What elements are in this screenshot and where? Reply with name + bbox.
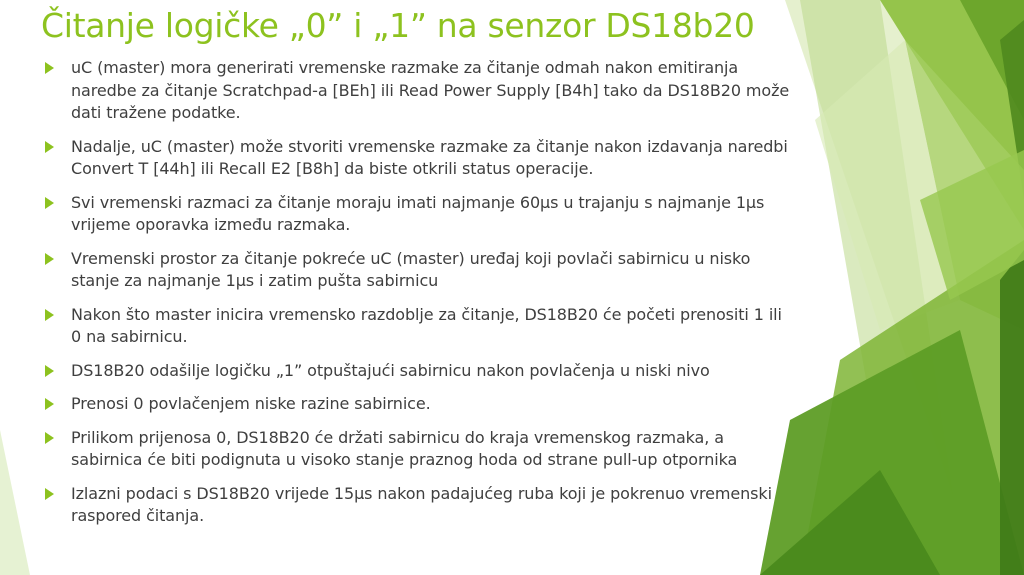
green-triangle-bullet-icon xyxy=(45,432,54,444)
green-triangle-bullet-icon xyxy=(45,197,54,209)
bullet-item xyxy=(45,192,795,237)
green-triangle-bullet-icon xyxy=(45,488,54,500)
bullet-text: Izlazni podaci s DS18B20 vrijede 15μs nakon padajućeg ruba koji je pokrenuo vremenski raspored čitanja. xyxy=(71,483,772,525)
slide-title: Čitanje logičke „0” i „1” na senzor DS18b20 xyxy=(41,6,755,45)
green-triangle-bullet-icon xyxy=(45,62,54,74)
green-triangle-bullet-icon xyxy=(45,253,54,265)
green-triangle-bullet-icon xyxy=(45,398,54,410)
green-triangle-bullet-icon xyxy=(45,309,54,321)
bullet-item xyxy=(45,483,795,528)
bullet-item xyxy=(45,393,795,416)
bullet-text: Vremenski prostor za čitanje pokreće uC (master) uređaj koji povlači sabirnicu u nisko stanje za najmanje 1μs i zatim pušta sabirnicu xyxy=(71,248,751,290)
green-triangle-bullet-icon xyxy=(45,141,54,153)
bullet-text: Prilikom prijenosa 0, DS18B20 će držati sabirnicu do kraja vremenskog razmaka, a sabirnica će biti podignuta u visoko stanje praznog hoda od strane pull-up otpornika xyxy=(71,427,738,469)
bullet-item xyxy=(45,136,795,181)
bullet-text: Prenosi 0 povlačenjem niske razine sabirnice. xyxy=(71,394,431,413)
bullet-item xyxy=(45,248,795,293)
green-triangle-bullet-icon xyxy=(45,365,54,377)
bullet-text: Nadalje, uC (master) može stvoriti vremenske razmake za čitanje nakon izdavanja naredbi Convert T [44h] ili Recall E2 [B8h] da biste otkrili status operacije. xyxy=(71,136,788,178)
bullet-item xyxy=(45,57,795,125)
bullet-text: Svi vremenski razmaci za čitanje moraju imati najmanje 60μs u trajanju s najmanje 1μs vrijeme oporavka između razmaka. xyxy=(71,192,765,234)
bullet-item xyxy=(45,360,795,383)
bullet-text: Nakon što master inicira vremensko razdoblje za čitanje, DS18B20 će početi prenositi 1 ili 0 na sabirnicu. xyxy=(71,304,782,346)
bullet-item xyxy=(45,427,795,472)
bullet-text: DS18B20 odašilje logičku „1” otpuštajući sabirnicu nakon povlačenja u niski nivo xyxy=(71,360,710,380)
bullet-item xyxy=(45,304,795,349)
bullet-text: uC (master) mora generirati vremenske razmake za čitanje odmah nakon emitiranja naredbe za čitanje Scratchpad-a [BEh] ili Read Power Supply [B4h] tako da DS18B20 može dati tražene podatke. xyxy=(71,58,790,122)
bullet-list xyxy=(45,57,795,539)
